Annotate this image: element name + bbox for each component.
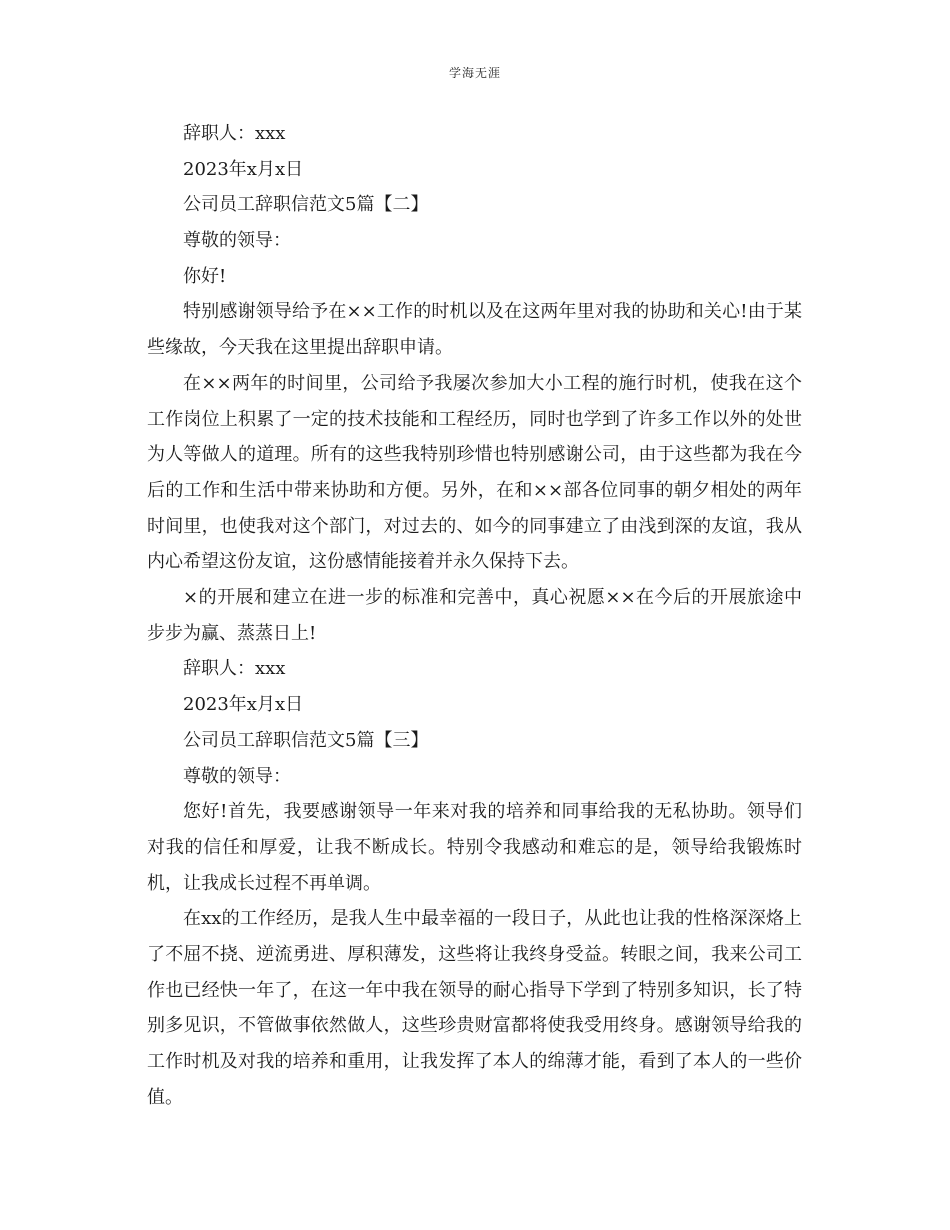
section-title: 公司员工辞职信范文5篇【三】 — [183, 729, 429, 751]
document-body — [147, 116, 802, 1116]
paragraph: 您好!首先，我要感谢领导一年来对我的培养和同事给我的无私协助。领导们对我的信任和厚爱，让我不断成长。特别令我感动和难忘的是，领导给我锻炼时机，让我成长过程不再单调。 — [147, 801, 802, 894]
signature-line: 辞职人：xxx — [183, 658, 286, 680]
paragraph: 特别感谢领导给予在××工作的时机以及在这两年里对我的协助和关心!由于某些缘故，今天我在这里提出辞职申请。 — [147, 301, 802, 359]
paragraph: 在xx的工作经历，是我人生中最幸福的一段日子，从此也让我的性格深深烙上了不屈不挠、逆流勇进、厚积薄发，这些将让我终身受益。转眼之间，我来公司工作也已经快一年了，在这一年中我在领导的耐心指导下学到了特别多知识，长了特别多见识，不管做事依然做人，这些珍贵财富都将使我受用终身。感谢领导给我的工作时机及对我的培养和重用，让我发挥了本人的绵薄才能，看到了本人的一些价值。 — [147, 908, 802, 1108]
greeting: 你好! — [183, 265, 227, 287]
date-line: 2023年x月x日 — [183, 158, 304, 180]
page-header: 学海无涯 — [448, 66, 501, 80]
paragraph: ×的开展和建立在进一步的标准和完善中，真心祝愿××在今后的开展旅途中步步为赢、蒸蒸日上! — [147, 587, 802, 644]
salutation: 尊敬的领导： — [183, 765, 291, 787]
salutation: 尊敬的领导： — [183, 230, 291, 252]
signature-line: 辞职人：xxx — [183, 123, 286, 144]
date-line: 2023年x月x日 — [183, 694, 304, 716]
section-title: 公司员工辞职信范文5篇【二】 — [183, 194, 429, 216]
paragraph: 在××两年的时间里，公司给予我屡次参加大小工程的施行时机，使我在这个工作岗位上积累了一定的技术技能和工程经历，同时也学到了许多工作以外的处世为人等做人的道理。所有的这些我特别珍惜也特别感谢公司，由于这些都为我在今后的工作和生活中带来协助和方便。另外，在和××部各位同事的朝夕相处的两年时间里，也使我对这个部门，对过去的、如今的同事建立了由浅到深的友谊，我从内心希望这份友谊，这份感情能接着并永久保持下去。 — [147, 372, 802, 573]
